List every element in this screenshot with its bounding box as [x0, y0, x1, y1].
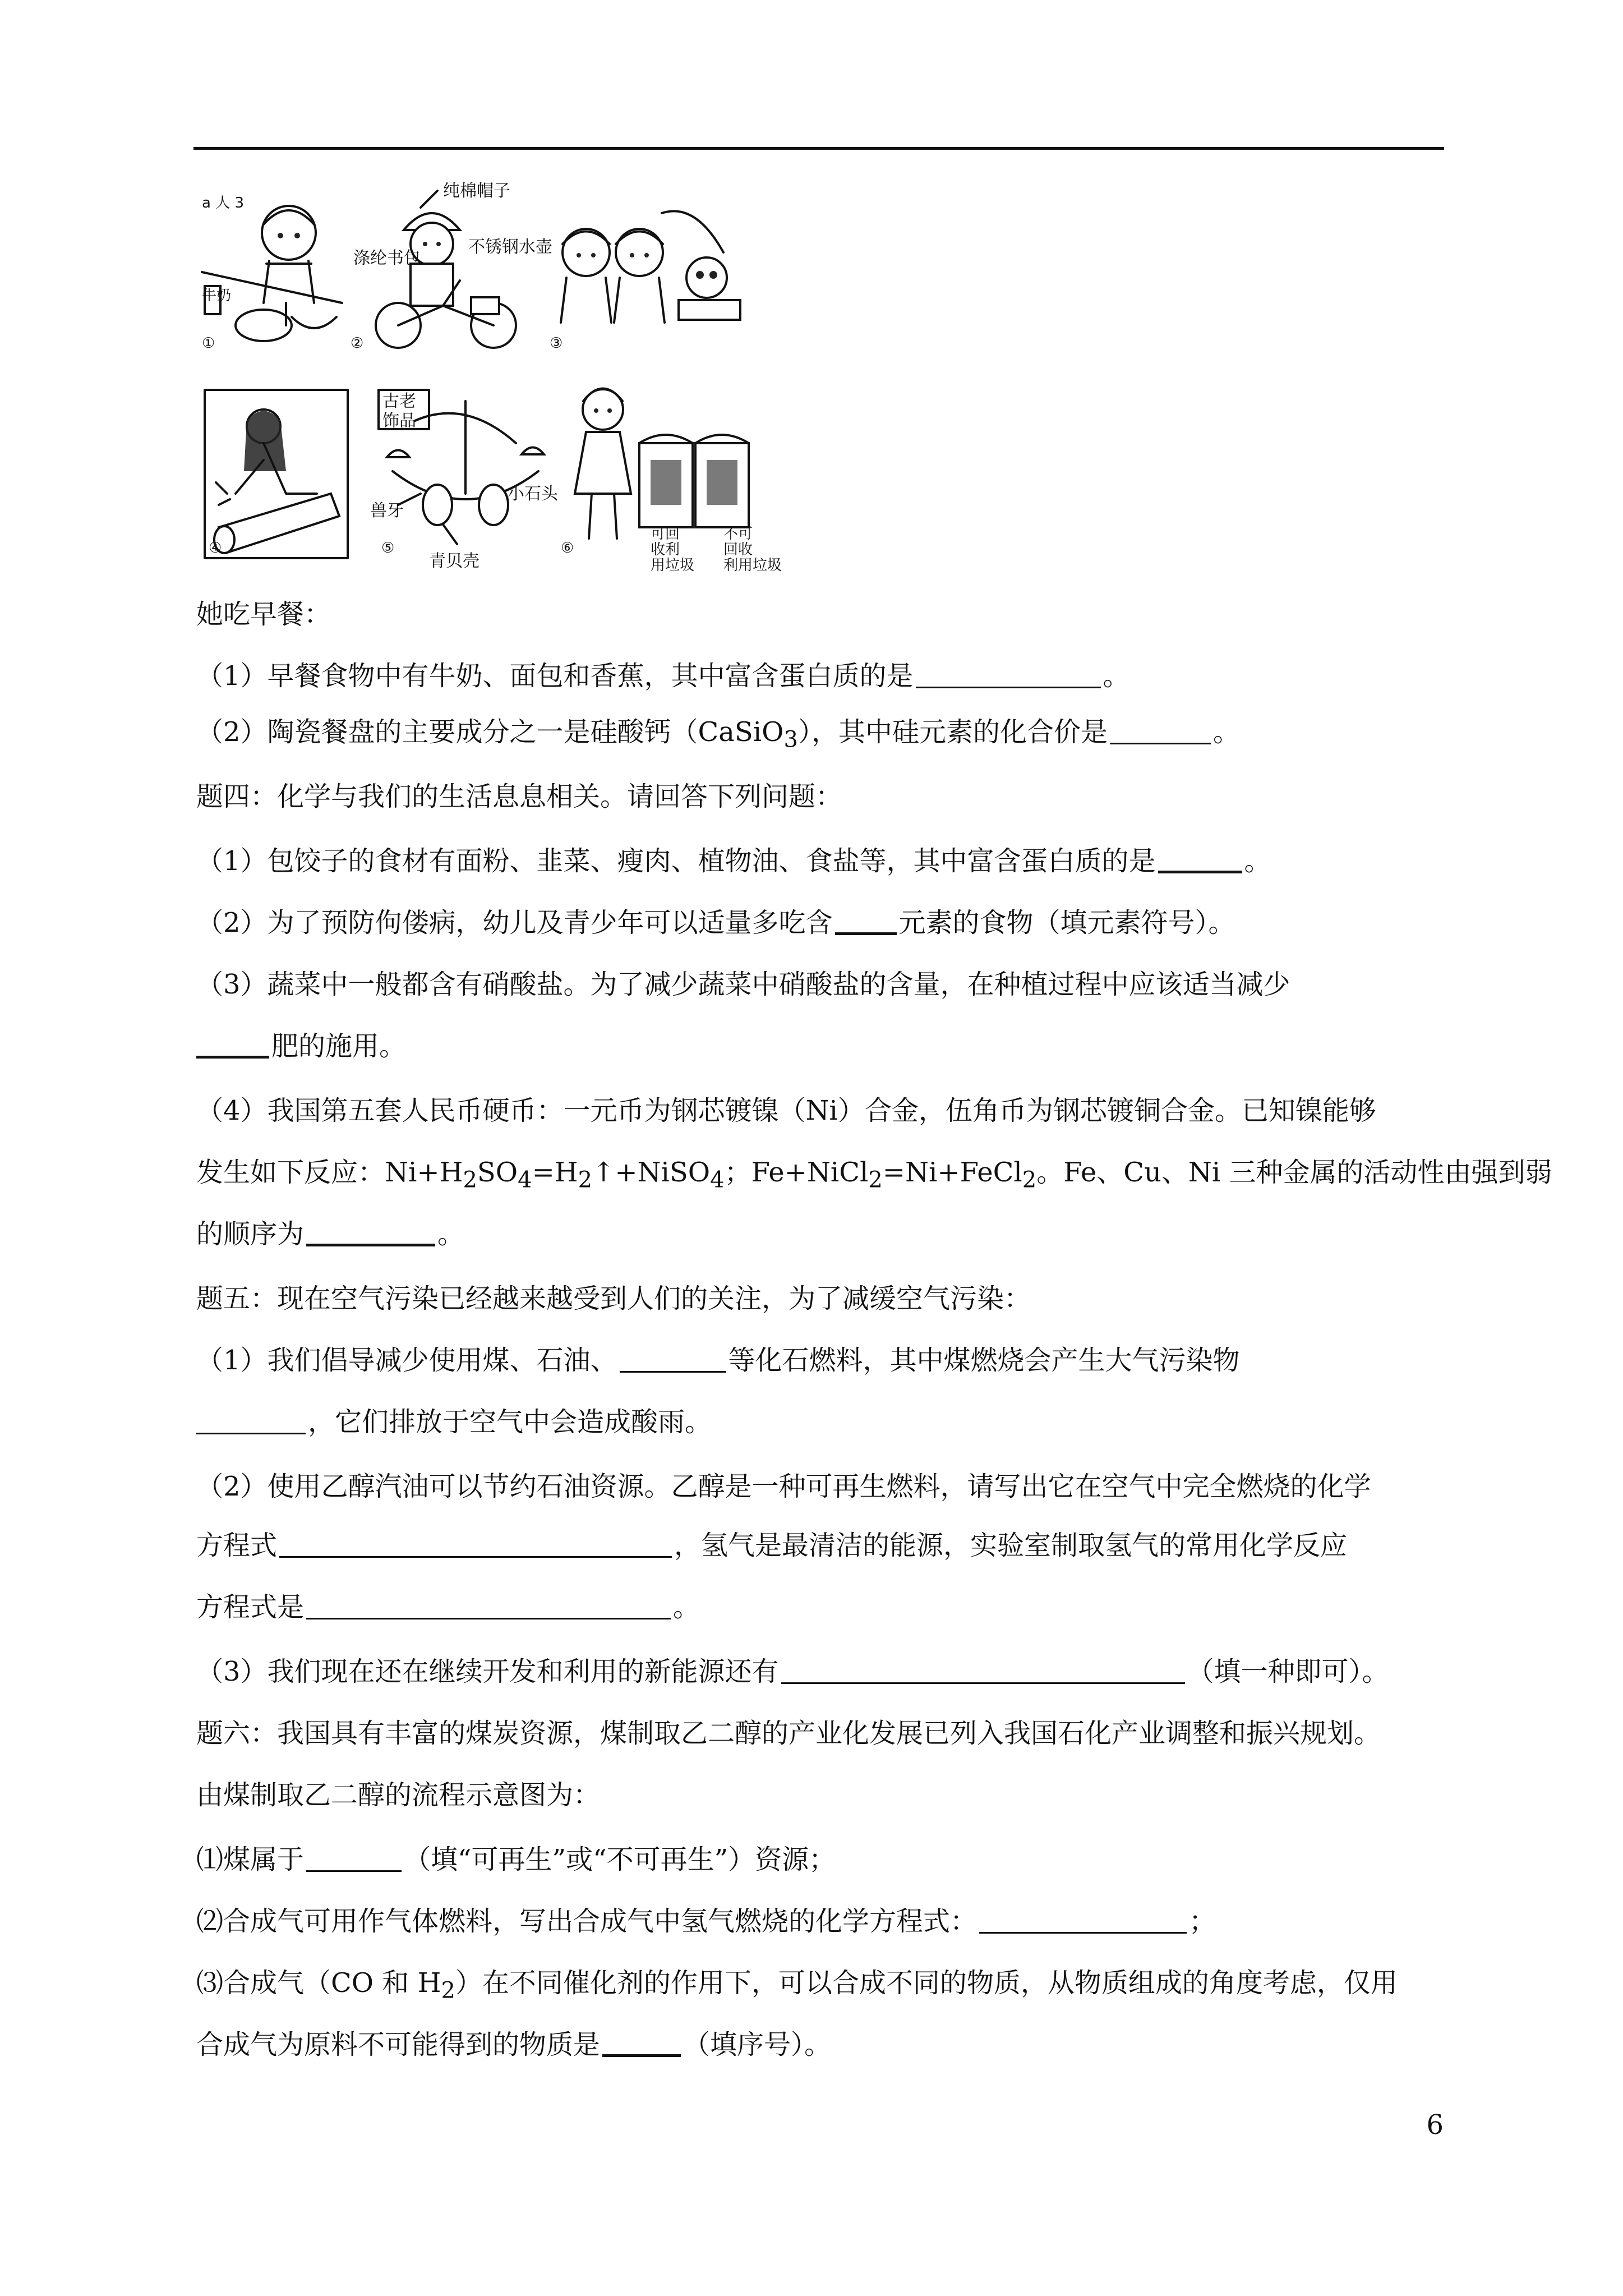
- svg-text:a 人 3: a 人 3: [202, 195, 245, 211]
- panel-jewelry: [370, 390, 559, 571]
- text-line: 的顺序为 。: [196, 1203, 1447, 1265]
- text-line: （1）包饺子的食材有面粉、韭菜、瘦肉、植物油、食盐等，其中富含蛋白质的是 。: [196, 830, 1447, 892]
- panel-fire: [205, 390, 348, 558]
- label-green-shell: 青贝壳: [429, 551, 479, 571]
- panel-cyclist: [351, 181, 552, 352]
- panel-museum: [550, 211, 740, 352]
- answer-blank[interactable]: [196, 1406, 306, 1434]
- illustration: [202, 180, 782, 578]
- text-line: ，它们排放于空气中会造成酸雨。: [196, 1391, 1447, 1453]
- answer-blank[interactable]: [279, 1529, 672, 1558]
- label-non-recyclable-1: 不可: [723, 526, 753, 542]
- question-heading: 题四：化学与我们的生活息息相关。请回答下列问题：: [196, 781, 843, 812]
- answer-blank[interactable]: [306, 1591, 671, 1619]
- text-line: 方程式 ，氢气是最清洁的能源，实验室制取氢气的常用化学反应: [196, 1530, 1348, 1561]
- answer-blank[interactable]: [1110, 716, 1211, 744]
- label-steel-kettle: 不锈钢水壶: [468, 237, 552, 257]
- text-line: ⑴煤属于 （填“可再生”或“不可再生”）资源；: [196, 1844, 836, 1875]
- label-small-stone: 小石头: [508, 484, 558, 504]
- label-non-recyclable-2: 回收: [723, 541, 753, 558]
- answer-blank[interactable]: [306, 1843, 402, 1872]
- answer-blank[interactable]: [781, 1655, 1185, 1684]
- panel-number-3: ③: [550, 335, 563, 352]
- text-line: （2）使用乙醇汽油可以节约石油资源。乙醇是一种可再生燃料，请写出它在空气中完全燃烧的化学: [196, 1471, 1371, 1502]
- answer-blank[interactable]: [916, 660, 1101, 688]
- text-line: （4）我国第五套人民币硬币：一元币为钢芯镀镍（Ni）合金，伍角币为钢芯镀铜合金。已知镍能够: [196, 1095, 1376, 1126]
- panel-recycling: [561, 389, 782, 574]
- answer-blank[interactable]: [1158, 844, 1242, 873]
- text-line: 发生如下反应：$Ni+H_2SO_4=H_2↑+NiSO_4$；Fe+NiCl$_2$=Ni+FeCl$_2$。Fe、Cu、Ni 三种金属的活动性由强到弱: [196, 1157, 1552, 1193]
- label-ancient-jewelry-2: 饰品: [382, 411, 416, 431]
- label-animal-tooth: 兽牙: [370, 501, 404, 521]
- text-line: （3）蔬菜中一般都含有硝酸盐。为了减少蔬菜中硝酸盐的含量，在种植过程中应该适当减少: [196, 969, 1290, 1000]
- label-polyester-bag: 涤纶书包: [353, 249, 421, 268]
- panel-number-4: ④: [209, 540, 222, 556]
- text-line: 她吃早餐：: [196, 599, 331, 630]
- label-cotton-hat: 纯棉帽子: [443, 181, 510, 201]
- text-line: （2）为了预防佝偻病，幼儿及青少年可以适量多吃含 元素的食物（填元素符号）。: [196, 892, 1447, 954]
- question-heading: 题五：现在空气污染已经越来越受到人们的关注，为了减缓空气污染：: [196, 1283, 1031, 1314]
- text-line: 合成气为原料不可能得到的物质是 （填序号）。: [196, 2014, 1447, 2076]
- answer-blank[interactable]: [602, 2027, 681, 2057]
- panel-number-2: ②: [351, 335, 364, 352]
- panel-breakfast: [202, 195, 342, 352]
- answer-blank[interactable]: [306, 1217, 435, 1246]
- page-number: 6: [1426, 2109, 1444, 2141]
- label-non-recyclable-3: 利用垃圾: [723, 557, 782, 574]
- label-recyclable-1: 可回: [651, 526, 680, 542]
- header-rule: [193, 147, 1444, 150]
- text-line: （2）陶瓷餐盘的主要成分之一是硅酸钙（CaSiO$_3$），其中硅元素的化合价是 。: [196, 716, 1240, 753]
- panel-number-1: ①: [202, 335, 215, 352]
- text-line: 由煤制取乙二醇的流程示意图为：: [196, 1779, 601, 1811]
- label-milk-1: 牛奶: [202, 287, 232, 304]
- panel-number-5: ⑤: [381, 540, 395, 556]
- text-line: （3）我们现在还在继续开发和利用的新能源还有 （填一种即可）。: [196, 1656, 1389, 1687]
- text-line: （1）我们倡导减少使用煤、石油、 等化石燃料，其中煤燃烧会产生大气污染物: [196, 1345, 1240, 1376]
- panel-number-6: ⑥: [561, 540, 574, 556]
- text-line: ⑵合成气可用作气体燃料，写出合成气中氢气燃烧的化学方程式： ；: [196, 1906, 1216, 1937]
- text-line: ⑶合成气（CO 和 $H_2$）在不同催化剂的作用下，可以合成不同的物质，从物质组成的角度考虑，仅用: [196, 1967, 1398, 2004]
- answer-blank[interactable]: [196, 1029, 269, 1059]
- label-recyclable-3: 用垃圾: [651, 557, 695, 574]
- text-line: 方程式是 。: [196, 1591, 700, 1623]
- question-heading: 题六：我国具有丰富的煤炭资源，煤制取乙二醇的产业化发展已列入我国石化产业调整和振兴规划。: [196, 1718, 1381, 1749]
- label-recyclable-2: 收利: [651, 541, 680, 558]
- text-line: （1）早餐食物中有牛奶、面包和香蕉，其中富含蛋白质的是 。: [196, 660, 1130, 692]
- illustration-svg: [202, 180, 782, 578]
- answer-blank[interactable]: [620, 1344, 726, 1373]
- text-line: 肥的施用。: [196, 1015, 1447, 1077]
- answer-blank[interactable]: [835, 905, 897, 935]
- answer-blank[interactable]: [979, 1905, 1187, 1934]
- label-ancient-jewelry-1: 古老: [382, 392, 416, 411]
